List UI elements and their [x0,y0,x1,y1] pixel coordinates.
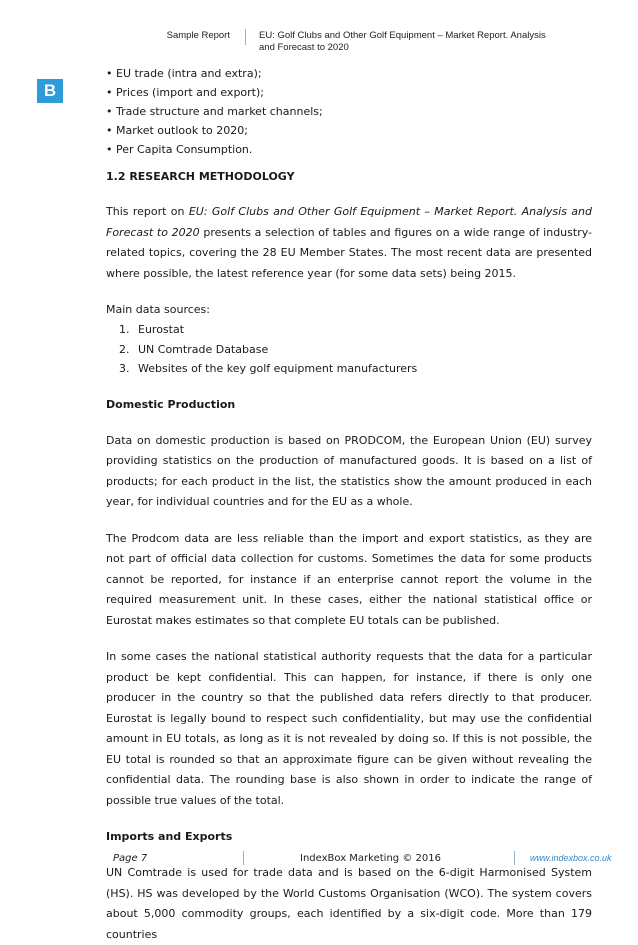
footer-page-number: Page 7 [113,853,148,864]
imports-paragraph-1: UN Comtrade is used for trade data and is based on the 6-digit Harmonised System (HS). HS was developed by the World Customs Organisation (WCO). The system covers about 5,000 commodity groups, each identified by a six-digit code. More than 179 countries [106,866,592,941]
sources-list [106,320,592,379]
list-item [106,359,592,379]
scope-bullet-list [106,64,592,159]
footer-divider-left [243,851,244,865]
intro-post: presents a selection of tables and figures on a wide range of industry-related topics, covering the 28 EU Member States. The most recent data are presented where possible, the latest reference year (for some data sets) being 2015. [106,225,592,280]
domestic-paragraph-1: Data on domestic production is based on PRODCOM, the European Union (EU) survey providing statistics on the production of manufactured goods. It is based on a list of products; for each product in the list, the statistics show the amount produced in each year, for individual countries and for the EU as a whole. [106,433,592,508]
header-title-line1: EU: Golf Clubs and Other Golf Equipment – Market Report. Analysis [259,30,546,41]
list-item [106,340,592,360]
intro-pre: This report on [106,205,189,218]
domestic-production-heading: Domestic Production [106,397,236,411]
page-body [106,64,592,945]
domestic-paragraph-2: The Prodcom data are less reliable than the import and export statistics, as they are not part of official data collection for customs. Sometimes the data for some products cannot be reported, for instance if an enterprise cannot report the volume in the required measurement unit. In these cases, either the national statistical office or Eurostat makes estimates so that complete EU totals can be published. [106,531,592,627]
source-text: Websites of the key golf equipment manufacturers [138,362,418,375]
header-divider [245,29,246,45]
imports-exports-heading: Imports and Exports [106,830,233,843]
domestic-paragraph-3: In some cases the national statistical authority requests that the data for a particular product be kept confidential. This can happen, for instance, if there is only one producer in the country so that the published data refers directly to that producer. Eurostat is legally bound to respect such confidentiality, but may use the confidential amount in EU totals, as long as it is not revealed by doing so. If this is not possible, the EU total is rounded so that an approximate figure can be given without revealing the confidential data. The rounding base is also shown in order to indicate the range of possible true values of the total. [106,650,592,807]
intro-paragraph [106,202,592,284]
list-item: • Market outlook to 2020; [106,121,592,140]
footer-website-link[interactable]: www.indexbox.co.uk [530,853,612,863]
footer-divider-right [514,851,515,865]
source-text: UN Comtrade Database [138,342,269,356]
list-item: • Per Capita Consumption. [106,140,592,159]
list-number: 1. [119,323,130,336]
source-text: Eurostat [138,323,185,336]
list-number: 2. [119,342,130,356]
header-report-type: Sample Report [166,30,230,41]
section-heading: 1.2 RESEARCH METHODOLOGY [106,170,295,183]
list-item [106,320,592,340]
list-item: • Prices (import and export); [106,83,592,102]
list-number: 3. [119,362,130,375]
header-title-line2: and Forecast to 2020 [259,41,349,53]
footer-copyright: IndexBox Marketing © 2016 [300,853,441,864]
indexbox-logo-icon: B [37,79,63,103]
list-item: • EU trade (intra and extra); [106,64,592,83]
report-title-italic: EU: Golf Clubs and Other Golf Equipment – Market Report. Analysis and Forecast to 2020 [106,205,592,239]
list-item: • Trade structure and market channels; [106,102,592,121]
header-report-title [259,30,559,53]
sources-label: Main data sources: [106,303,210,316]
